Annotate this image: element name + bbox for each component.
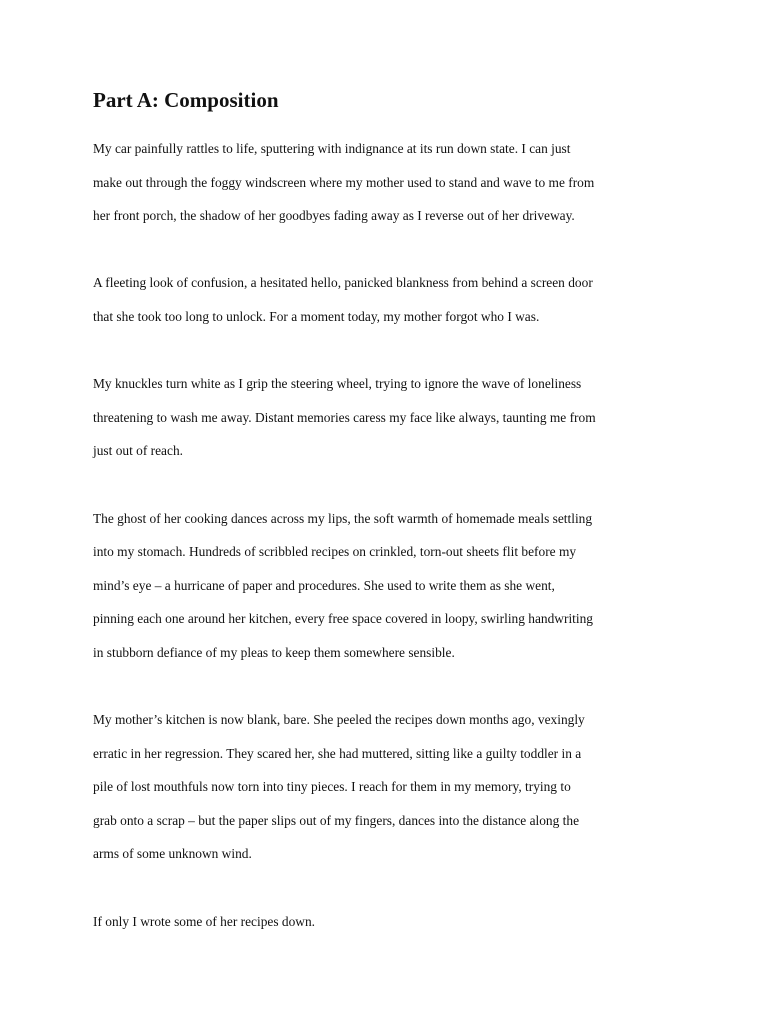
paragraph-2: A fleeting look of confusion, a hesitated hello, panicked blankness from behind a screen door that she took too long to unlock. For a moment today, my mother forgot who I was. — [93, 275, 593, 324]
paragraph-6: If only I wrote some of her recipes down. — [93, 913, 315, 929]
document-heading: Part A: Composition — [93, 88, 279, 112]
document-page — [93, 86, 683, 938]
paragraph-1: My car painfully rattles to life, sputtering with indignance at its run down state. I can just make out through the foggy windscreen where my mother used to stand and wave to me from her front porch, the shadow of her goodbyes fading away as I reverse out of her driveway. — [93, 141, 595, 224]
paragraph-3: My knuckles turn white as I grip the steering wheel, trying to ignore the wave of loneliness threatening to wash me away. Distant memories caress my face like always, taunting me from just out of reach. — [93, 376, 596, 459]
paragraph-5: My mother’s kitchen is now blank, bare. She peeled the recipes down months ago, vexingly erratic in her regression. They scared her, she had muttered, sitting like a guilty toddler in a pile of lost mouthfuls now torn into tiny pieces. I reach for them in my memory, trying to grab onto a scrap – but the paper slips out of my fingers, dances into the distance along the arms of some unknown wind. — [93, 712, 585, 862]
paragraph-4: The ghost of her cooking dances across my lips, the soft warmth of homemade meals settling into my stomach. Hundreds of scribbled recipes on crinkled, torn-out sheets flit before my mind’s eye – a hurricane of paper and procedures. She used to write them as she went, pinning each one around her kitchen, every free space covered in loopy, swirling handwriting in stubborn defiance of my pleas to keep them somewhere sensible. — [93, 510, 593, 660]
